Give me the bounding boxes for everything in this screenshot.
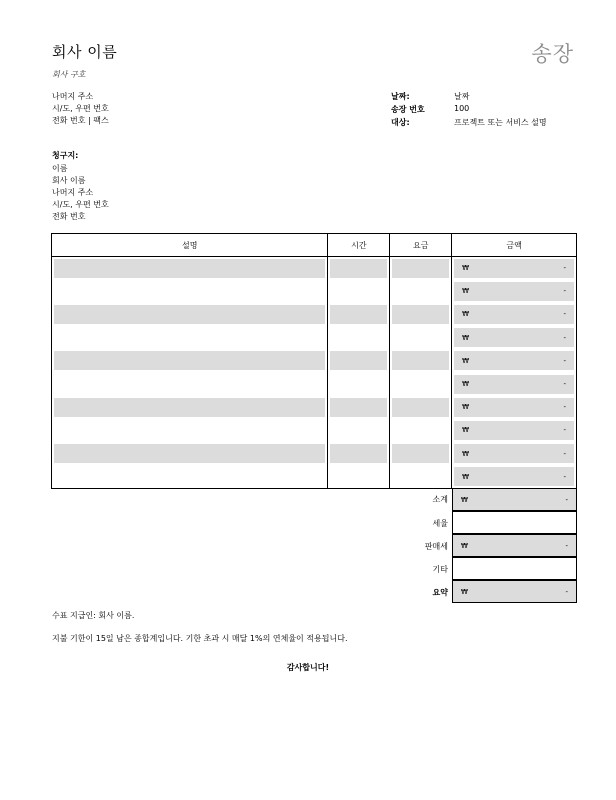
currency-symbol: ₩ xyxy=(462,426,470,435)
rate-cell[interactable] xyxy=(390,326,452,349)
amount-value: - xyxy=(563,287,566,296)
header-amount: 금액 xyxy=(452,234,577,257)
currency-symbol: ₩ xyxy=(461,587,468,596)
bill-to-name: 이름 xyxy=(52,164,68,173)
tax-rate-label: 세율 xyxy=(432,519,448,528)
amount-cell xyxy=(452,257,577,280)
bill-to-company: 회사 이름 xyxy=(52,176,86,185)
hours-cell[interactable] xyxy=(328,257,390,280)
subtotal-value: - xyxy=(565,495,568,504)
total-value: - xyxy=(565,587,568,596)
rate-cell[interactable] xyxy=(390,396,452,419)
sales-tax-value: - xyxy=(565,541,568,550)
hours-cell[interactable] xyxy=(328,349,390,372)
amount-cell xyxy=(452,442,577,465)
hours-cell[interactable] xyxy=(328,419,390,442)
hours-cell[interactable] xyxy=(328,372,390,395)
currency-symbol: ₩ xyxy=(462,472,470,481)
bill-to-phone: 전화 번호 xyxy=(52,212,86,221)
description-cell[interactable] xyxy=(52,257,328,280)
sales-tax-label: 판매세 xyxy=(424,542,448,551)
amount-value: - xyxy=(563,403,566,412)
company-slogan: 회사 구호 xyxy=(52,70,86,79)
amount-cell xyxy=(452,465,577,488)
total-label: 요약 xyxy=(432,588,448,597)
amount-cell xyxy=(452,303,577,326)
rate-cell[interactable] xyxy=(390,442,452,465)
table-row xyxy=(52,465,577,488)
table-row xyxy=(52,442,577,465)
thank-you-message: 감사합니다! xyxy=(286,663,330,672)
for-value: 프로젝트 또는 서비스 설명 xyxy=(454,118,547,127)
header-hours: 시간 xyxy=(328,234,390,257)
table-row xyxy=(52,257,577,280)
rate-cell[interactable] xyxy=(390,372,452,395)
description-cell[interactable] xyxy=(52,442,328,465)
payable-to-note: 수표 지급인: 회사 이름. xyxy=(52,611,135,620)
rate-cell[interactable] xyxy=(390,257,452,280)
rate-cell[interactable] xyxy=(390,303,452,326)
currency-symbol: ₩ xyxy=(461,495,468,504)
table-row xyxy=(52,396,577,419)
hours-cell[interactable] xyxy=(328,326,390,349)
tax-rate-input[interactable] xyxy=(452,511,577,534)
other-label: 기타 xyxy=(432,565,448,574)
company-name: 회사 이름 xyxy=(52,43,118,61)
other-input[interactable] xyxy=(452,557,577,580)
currency-symbol: ₩ xyxy=(462,287,470,296)
amount-value: - xyxy=(563,449,566,458)
amount-cell xyxy=(452,396,577,419)
amount-value: - xyxy=(563,333,566,342)
rate-cell[interactable] xyxy=(390,465,452,488)
description-cell[interactable] xyxy=(52,280,328,303)
total-box xyxy=(452,580,577,603)
amount-cell xyxy=(452,326,577,349)
amount-cell xyxy=(452,372,577,395)
address-line-2: 시/도, 우편 번호 xyxy=(52,104,109,113)
table-header-row xyxy=(52,234,577,257)
amount-cell xyxy=(452,349,577,372)
amount-value: - xyxy=(563,426,566,435)
hours-cell[interactable] xyxy=(328,280,390,303)
table-row xyxy=(52,303,577,326)
amount-value: - xyxy=(563,356,566,365)
for-label: 대상: xyxy=(391,118,410,127)
subtotal-box xyxy=(452,488,577,511)
subtotal-label: 소계 xyxy=(432,495,448,504)
rate-cell[interactable] xyxy=(390,419,452,442)
rate-cell[interactable] xyxy=(390,349,452,372)
header-description: 설명 xyxy=(52,234,328,257)
currency-symbol: ₩ xyxy=(462,310,470,319)
description-cell[interactable] xyxy=(52,349,328,372)
bill-to-address: 나머지 주소 xyxy=(52,188,94,197)
currency-symbol: ₩ xyxy=(462,449,470,458)
currency-symbol: ₩ xyxy=(462,356,470,365)
line-items-table xyxy=(51,233,577,489)
date-value: 날짜 xyxy=(454,92,470,101)
invoice-number-label: 송장 번호 xyxy=(391,105,425,114)
bill-to-city: 시/도, 우편 번호 xyxy=(52,200,109,209)
hours-cell[interactable] xyxy=(328,465,390,488)
document-title: 송장 xyxy=(531,42,574,66)
table-row xyxy=(52,372,577,395)
hours-cell[interactable] xyxy=(328,303,390,326)
hours-cell[interactable] xyxy=(328,442,390,465)
description-cell[interactable] xyxy=(52,326,328,349)
amount-value: - xyxy=(563,472,566,481)
amount-cell xyxy=(452,419,577,442)
sales-tax-box xyxy=(452,534,577,557)
table-row xyxy=(52,349,577,372)
address-line-1: 나머지 주소 xyxy=(52,92,94,101)
description-cell[interactable] xyxy=(52,465,328,488)
address-line-3: 전화 번호 | 팩스 xyxy=(52,116,109,125)
currency-symbol: ₩ xyxy=(462,264,470,273)
date-label: 날짜: xyxy=(391,92,410,101)
invoice-number-value: 100 xyxy=(454,104,470,113)
table-row xyxy=(52,280,577,303)
description-cell[interactable] xyxy=(52,419,328,442)
amount-value: - xyxy=(563,310,566,319)
description-cell[interactable] xyxy=(52,303,328,326)
amount-value: - xyxy=(563,264,566,273)
header-rate: 요금 xyxy=(390,234,452,257)
payment-terms-note: 지불 기한이 15일 남은 종합계입니다. 기한 초과 시 매달 1%의 연체율이 적용됩니다. xyxy=(52,634,348,643)
table-row xyxy=(52,326,577,349)
description-cell[interactable] xyxy=(52,396,328,419)
currency-symbol: ₩ xyxy=(462,403,470,412)
rate-cell[interactable] xyxy=(390,280,452,303)
amount-cell xyxy=(452,280,577,303)
table-row xyxy=(52,419,577,442)
amount-value: - xyxy=(563,380,566,389)
description-cell[interactable] xyxy=(52,372,328,395)
currency-symbol: ₩ xyxy=(462,333,470,342)
bill-to-title: 청구지: xyxy=(52,151,79,160)
hours-cell[interactable] xyxy=(328,396,390,419)
currency-symbol: ₩ xyxy=(462,380,470,389)
currency-symbol: ₩ xyxy=(461,541,468,550)
